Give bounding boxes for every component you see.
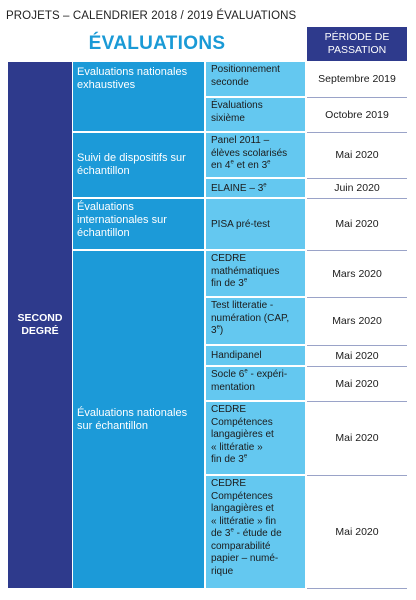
date-cell: Octobre 2019 bbox=[307, 97, 407, 131]
evaluations-header: ÉVALUATIONS bbox=[88, 33, 226, 54]
test-evaluations-sixieme bbox=[206, 98, 305, 131]
side-label-second-degre bbox=[8, 62, 72, 588]
test-label: ELAINE – 3e bbox=[211, 182, 267, 194]
test-label: Test litteratie - numération (CAP, 3e) bbox=[211, 300, 290, 336]
test-cedre-comparabilite bbox=[206, 476, 305, 588]
test-label: Panel 2011 – élèves scolarisés en 4e et en 3e bbox=[211, 135, 288, 171]
test-label: PISA pré-test bbox=[211, 218, 270, 230]
test-label: Socle 6e - expéri- mentation bbox=[211, 368, 288, 393]
date-cell: Septembre 2019 bbox=[307, 62, 407, 96]
test-label: Positionnement seconde bbox=[211, 64, 280, 88]
periode-header bbox=[307, 27, 407, 61]
category-internationales: Évaluations internationales sur échantillon bbox=[73, 199, 204, 249]
test-elaine bbox=[206, 179, 305, 197]
date-cell: Mai 2020 bbox=[307, 401, 407, 474]
date-cell: Mars 2020 bbox=[307, 297, 407, 344]
date-cell: Juin 2020 bbox=[307, 178, 407, 197]
date-cell: Mai 2020 bbox=[307, 345, 407, 365]
date-cell: Mai 2020 bbox=[307, 366, 407, 400]
date-cell: Mars 2020 bbox=[307, 250, 407, 296]
table-bottom-rule bbox=[307, 588, 407, 589]
test-pisa-pretest bbox=[206, 199, 305, 249]
test-panel-2011 bbox=[206, 133, 305, 177]
category-nationales-echantillon bbox=[73, 251, 204, 588]
test-litteratie-numeration bbox=[206, 298, 305, 344]
test-cedre-maths bbox=[206, 251, 305, 296]
test-cedre-competences bbox=[206, 402, 305, 474]
test-label: CEDRE Compétences langagières et « littératie » fin de 3e bbox=[211, 404, 274, 465]
date-cell: Mai 2020 bbox=[307, 132, 407, 177]
document-title: PROJETS – CALENDRIER 2018 / 2019 ÉVALUATIONS bbox=[6, 10, 297, 22]
test-socle-6e bbox=[206, 367, 305, 400]
test-label: CEDRE Compétences langagières et « littératie » fin de 3e - étude de comparabilité papier – numé- rique bbox=[211, 478, 282, 577]
test-label: CEDRE mathématiques fin de 3e bbox=[211, 253, 280, 289]
side-label-line2: DEGRÉ bbox=[21, 325, 59, 337]
date-cell: Mai 2020 bbox=[307, 198, 407, 249]
side-label-line1: SECOND bbox=[17, 312, 63, 324]
test-label: Évaluations sixième bbox=[211, 100, 263, 124]
category-suivi-dispositifs-label: Suivi de dispositifs sur échantillon bbox=[77, 152, 186, 177]
periode-header-line1: PÉRIODE DE bbox=[324, 31, 390, 43]
category-nationales-echantillon-label: Évaluations nationales sur échantillon bbox=[77, 406, 188, 432]
category-nationales-exhaustives: Evaluations nationales exhaustives bbox=[73, 62, 204, 131]
test-label: Handipanel bbox=[211, 350, 262, 362]
category-suivi-dispositifs bbox=[73, 133, 204, 197]
date-cell: Mai 2020 bbox=[307, 475, 407, 588]
test-handipanel bbox=[206, 346, 305, 365]
test-positionnement-seconde bbox=[206, 62, 305, 96]
periode-header-line2: PASSATION bbox=[327, 44, 387, 56]
